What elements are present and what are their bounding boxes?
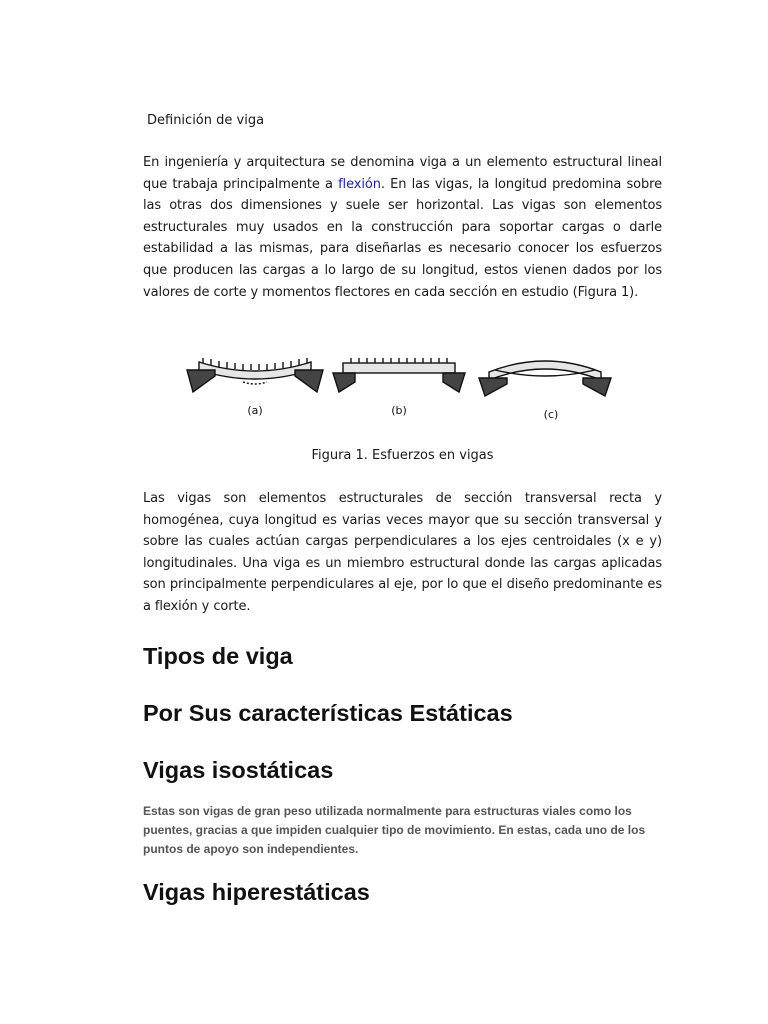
page-title: Definición de viga — [147, 113, 265, 128]
intro-text-start: En ingeniería y arquitectura se denomina viga a un elemento estructural lineal que trabaja principalmente a — [143, 155, 662, 192]
intro-text-end: . En las vigas, la longitud predomina sobre las otras dos dimensiones y suele ser horizontal. Las vigas son elementos estructurales muy usados en la construcción para soportar cargas o darle estabilidad a las mismas, para diseñarlas es necesario conocer los esfuerzos que producen las cargas a lo largo de su longitud, estos vienen dados por los valores de corte y momentos flectores en cada sección en estudio (Figura 1). — [143, 176, 663, 300]
heading-vigas-isostaticas: Vigas isostáticas — [143, 757, 334, 783]
beam-definition-paragraph: Las vigas son elementos estructurales de sección transversal recta y homogénea, cuya longitud es varias veces mayor que su sección transversal y sobre las cuales actúan cargas perpendiculares a los ejes centroidales (x e y) longitudinales. Una viga es un miembro estructural donde las cargas aplicadas son principalmente perpendiculares al eje, por lo que el diseño predominante es a flexión y corte. — [143, 491, 662, 614]
label-c: (c) — [543, 408, 559, 421]
label-b: (b) — [391, 404, 407, 417]
beam-a-diagram — [187, 358, 323, 392]
heading-vigas-hiperestaticas: Vigas hiperestáticas — [143, 879, 370, 905]
label-a: (a) — [247, 404, 263, 417]
intro-paragraph — [143, 152, 662, 303]
heading-caracteristicas-estaticas: Por Sus características Estáticas — [143, 700, 513, 726]
flexion-link[interactable]: flexión — [338, 176, 381, 192]
beams-figure — [183, 352, 623, 430]
heading-tipos-de-viga: Tipos de viga — [143, 643, 293, 669]
beam-c-diagram — [479, 361, 611, 396]
beam-b-diagram — [333, 358, 465, 392]
figure-caption: Figura 1. Esfuerzos en vigas — [311, 448, 494, 463]
isostaticas-paragraph: Estas son vigas de gran peso utilizada normalmente para estructuras viales como los puentes, gracias a que impiden cualquier tipo de movimiento. En estas, cada uno de los puntos de apoyo son independientes. — [143, 804, 646, 856]
